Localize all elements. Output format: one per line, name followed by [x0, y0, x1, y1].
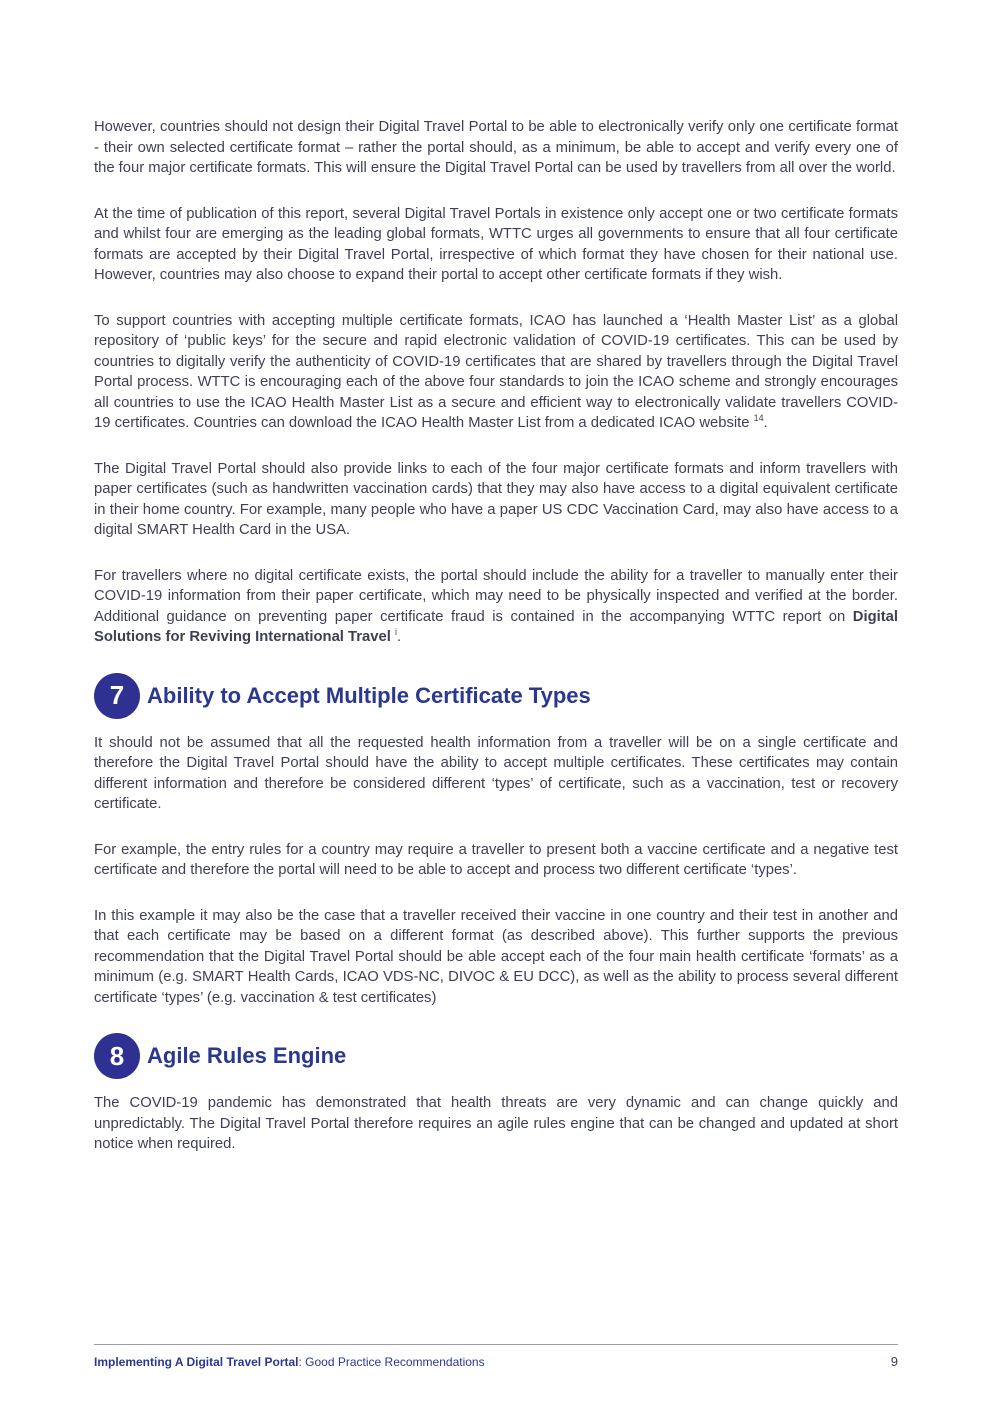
page-footer — [94, 1344, 898, 1369]
report-title-link[interactable]: Digital Solutions for Reviving International Travel — [94, 608, 898, 645]
section-title: Ability to Accept Multiple Certificate Types — [147, 682, 591, 708]
section-number-badge: 7 — [94, 673, 140, 719]
paragraph-text: To support countries with accepting multiple certificate formats, ICAO has launched a ‘Health Master List’ as a global repository of ‘public keys’ for the secure and rapid electronic validation of COVID-19 certificates. This can be used by countries to digitally verify the authenticity of COVID-19 certificates that are shared by travellers through the Digital Travel Portal process. WTTC is encouraging each of the above four standards to join the ICAO scheme and strongly encourages all countries to use the ICAO Health Master List as a secure and efficient way to electronically validate travellers COVID-19 certificates. Countries can download the ICAO Health Master List from a dedicated ICAO website — [94, 312, 898, 431]
paragraph: In this example it may also be the case that a traveller received their vaccine in one country and their test in another and that each certificate may be based on a different format (as described above). This further supports the previous recommendation that the Digital Travel Portal should be able accept each of the four main health certificate ‘formats’ as a minimum (e.g. SMART Health Cards, ICAO VDS-NC, DIVOC & EU DCC), as well as the ability to process several different certificate ‘types’ (e.g. vaccination & test certificates) — [94, 907, 898, 1006]
section-heading — [94, 673, 898, 719]
section-heading — [94, 1033, 898, 1079]
paragraph: It should not be assumed that all the requested health information from a traveller will be on a single certificate and therefore the Digital Travel Portal should have the ability to accept multiple certificates. These certificates may contain different information and therefore be considered different ‘types’ of certificate, such as a vaccination, test or recovery certificate. — [94, 734, 898, 812]
paragraph-text: For travellers where no digital certificate exists, the portal should include the ability for a traveller to manually enter their COVID-19 information from their paper certificate, which may need to be physically inspected and verified at the border. Additional guidance on preventing paper certificate fraud is contained in the accompanying WTTC report on — [94, 567, 898, 625]
page-number: 9 — [890, 1354, 898, 1369]
footer-title — [94, 1355, 485, 1369]
footnote-ref: 14 — [753, 413, 764, 424]
footer-title-rest: : Good Practice Recommendations — [298, 1355, 485, 1369]
paragraph: The COVID-19 pandemic has demonstrated that health threats are very dynamic and can change quickly and unpredictably. The Digital Travel Portal therefore requires an agile rules engine that can be changed and updated at short notice when required. — [94, 1095, 898, 1152]
footer-divider — [94, 1344, 898, 1345]
paragraph — [94, 566, 898, 648]
section-number-badge: 8 — [94, 1033, 140, 1079]
footnote-ref: i — [394, 627, 397, 638]
paragraph-text: . — [763, 415, 768, 431]
footer-title-bold: Implementing A Digital Travel Portal — [94, 1355, 299, 1369]
paragraph — [94, 311, 898, 434]
content-area — [94, 117, 898, 1180]
paragraph: However, countries should not design their Digital Travel Portal to be able to electronically verify only one certificate format - their own selected certificate format – rather the portal should, as a minimum, be able to accept and verify every one of the four major certificate formats. This will ensure the Digital Travel Portal can be used by travellers from all over the world. — [94, 119, 898, 176]
paragraph-text: . — [396, 629, 402, 645]
section-title: Agile Rules Engine — [147, 1043, 347, 1068]
paragraph: For example, the entry rules for a country may require a traveller to present both a vaccine certificate and a negative test certificate and therefore the portal will need to be able to accept and process two different certificate ‘types’. — [94, 841, 898, 878]
footer-row — [94, 1354, 898, 1369]
paragraph: At the time of publication of this report, several Digital Travel Portals in existence only accept one or two certificate formats and whilst four are emerging as the leading global formats, WTTC urges all governments to ensure that all four certificate formats are accepted by their Digital Travel Portal, irrespective of which format they have chosen for their national use. However, countries may also choose to expand their portal to accept other certificate formats if they wish. — [94, 205, 898, 283]
paragraph: The Digital Travel Portal should also provide links to each of the four major certificate formats and inform travellers with paper certificates (such as handwritten vaccination cards) that they may also have access to a digital equivalent certificate in their home country. For example, many people who have a paper US CDC Vaccination Card, may also have access to a digital SMART Health Card in the USA. — [94, 460, 898, 538]
